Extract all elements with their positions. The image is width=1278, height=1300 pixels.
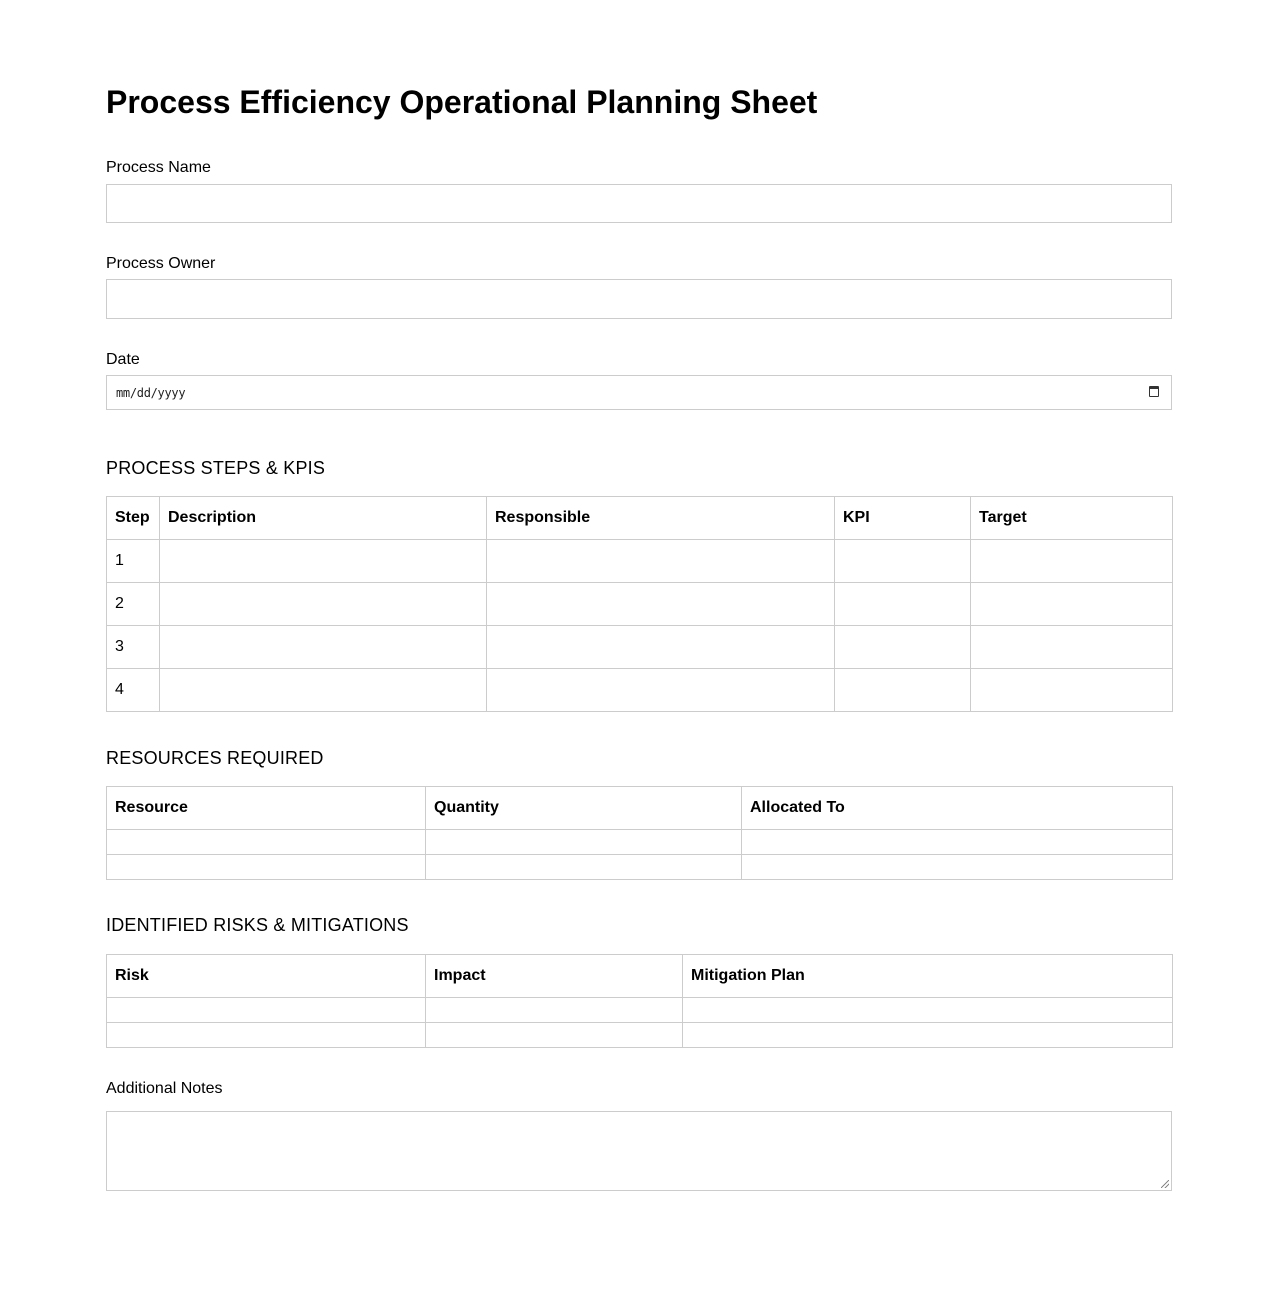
quantity-cell[interactable] [426, 855, 742, 880]
risks-section-title: IDENTIFIED RISKS & MITIGATIONS [106, 915, 409, 935]
date-label: Date [106, 351, 140, 368]
description-cell[interactable] [160, 540, 487, 583]
process-name-input[interactable] [106, 184, 1172, 223]
calendar-icon[interactable] [1149, 386, 1159, 397]
step-number-cell: 2 [107, 583, 160, 626]
steps-section-title: PROCESS STEPS & KPIS [106, 458, 326, 478]
table-row [107, 855, 1173, 880]
column-header-description: Description [160, 497, 487, 540]
target-cell[interactable] [971, 626, 1173, 669]
table-row [107, 583, 1173, 626]
description-cell[interactable] [160, 669, 487, 712]
kpi-cell[interactable] [835, 626, 971, 669]
resize-handle-icon[interactable] [1161, 1180, 1169, 1188]
resources-table [106, 786, 1173, 880]
process-owner-input[interactable] [106, 279, 1172, 319]
resource-cell[interactable] [107, 855, 426, 880]
column-header-allocated-to: Allocated To [742, 787, 1173, 830]
column-header-mitigation-plan: Mitigation Plan [683, 955, 1173, 998]
impact-cell[interactable] [426, 1023, 683, 1048]
risks-table [106, 954, 1173, 1048]
responsible-cell[interactable] [487, 583, 835, 626]
table-row [107, 540, 1173, 583]
step-number-cell: 4 [107, 669, 160, 712]
responsible-cell[interactable] [487, 540, 835, 583]
table-row [107, 626, 1173, 669]
resource-cell[interactable] [107, 830, 426, 855]
kpi-cell[interactable] [835, 540, 971, 583]
column-header-target: Target [971, 497, 1173, 540]
target-cell[interactable] [971, 540, 1173, 583]
mitigation-plan-cell[interactable] [683, 1023, 1173, 1048]
date-input[interactable] [106, 375, 1172, 410]
column-header-resource: Resource [107, 787, 426, 830]
page-title: Process Efficiency Operational Planning Sheet [106, 84, 818, 120]
impact-cell[interactable] [426, 998, 683, 1023]
target-cell[interactable] [971, 669, 1173, 712]
responsible-cell[interactable] [487, 669, 835, 712]
column-header-step: Step [107, 497, 160, 540]
kpi-cell[interactable] [835, 669, 971, 712]
mitigation-plan-cell[interactable] [683, 998, 1173, 1023]
table-row [107, 1023, 1173, 1048]
description-cell[interactable] [160, 626, 487, 669]
risk-cell[interactable] [107, 998, 426, 1023]
column-header-risk: Risk [107, 955, 426, 998]
notes-textarea[interactable] [106, 1111, 1172, 1191]
process-name-label: Process Name [106, 159, 211, 176]
notes-label: Additional Notes [106, 1080, 223, 1097]
allocated-to-cell[interactable] [742, 830, 1173, 855]
target-cell[interactable] [971, 583, 1173, 626]
responsible-cell[interactable] [487, 626, 835, 669]
table-row [107, 998, 1173, 1023]
process-owner-label: Process Owner [106, 255, 216, 272]
table-header-row [107, 497, 1173, 540]
table-row [107, 669, 1173, 712]
description-cell[interactable] [160, 583, 487, 626]
table-row [107, 830, 1173, 855]
kpi-cell[interactable] [835, 583, 971, 626]
table-header-row [107, 955, 1173, 998]
resources-section-title: RESOURCES REQUIRED [106, 748, 324, 768]
date-placeholder: mm/dd/yyyy [116, 386, 186, 400]
risk-cell[interactable] [107, 1023, 426, 1048]
column-header-impact: Impact [426, 955, 683, 998]
step-number-cell: 1 [107, 540, 160, 583]
step-number-cell: 3 [107, 626, 160, 669]
allocated-to-cell[interactable] [742, 855, 1173, 880]
process-steps-table [106, 496, 1173, 712]
quantity-cell[interactable] [426, 830, 742, 855]
table-header-row [107, 787, 1173, 830]
column-header-kpi: KPI [835, 497, 971, 540]
column-header-responsible: Responsible [487, 497, 835, 540]
column-header-quantity: Quantity [426, 787, 742, 830]
